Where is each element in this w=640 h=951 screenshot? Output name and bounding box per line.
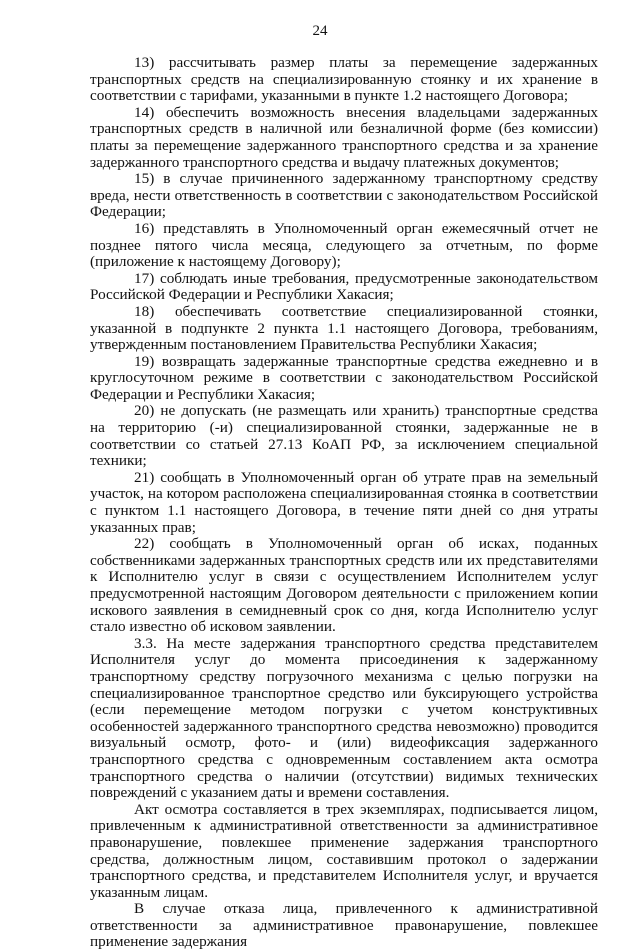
paragraph-item-18: 18) обеспечивать соответствие специализированной стоянки, указанной в подпункте 2 пункта 1.1 настоящего Договора, требованиям, утвержденным постановлением Правительства Республики Хакасия;: [90, 302, 598, 354]
paragraph-item-22: 22) сообщать в Уполномоченный орган об исках, поданных собственниками задержанных транспортных средств или их представителями к Исполнителю услуг в связи с осуществлением Исполнителем услуг предусмотренной настоящим Договором деятельности с приложением копии искового заявления в семидневный срок со дня, когда Исполнителю услуг стало известно об исковом заявлении.: [90, 535, 598, 636]
paragraph-item-17: 17) соблюдать иные требования, предусмотренные законодательством Российской Федерации и Республики Хакасия;: [90, 269, 598, 304]
paragraph-item-14: 14) обеспечить возможность внесения владельцами задержанных транспортных средств в наличной или безналичной форме (без комиссии) платы за перемещение задержанного транспортного средства и за хранение задержанного транспортного средства и выдачу платежных документов;: [90, 103, 598, 171]
paragraph-item-19: 19) возвращать задержанные транспортные средства ежедневно и в круглосуточном режиме в соответствии с законодательством Российской Федерации и Республики Хакасия;: [90, 352, 598, 403]
page-number: 24: [312, 23, 328, 39]
paragraph-item-13: 13) рассчитывать размер платы за перемещение задержанных транспортных средств на специализированную стоянку и их хранение в соответствии с тарифами, указанными в пункте 1.2 настоящего Договора;: [90, 54, 598, 105]
paragraph-item-15: 15) в случае причиненного задержанному транспортному средству вреда, нести ответственность в соответствии с законодательством Российской Федерации;: [90, 170, 598, 221]
paragraph-inspection-act: Акт осмотра составляется в трех экземплярах, подписывается лицом, привлеченным к административной ответственности за административное правонарушение, повлекшее применение задержания транспортного средства, должностным лицом, составившим протокол о задержании транспортного средства, и представителем Исполнителя услуг, и вручается указанным лицам.: [90, 800, 598, 901]
paragraph-item-20: 20) не допускать (не размещать или хранить) транспортные средства на территорию (-и) специализированной стоянки, задержанные не в соответствии со статьей 27.13 КоАП РФ, за исключением специальной техники;: [90, 402, 598, 470]
paragraph-refusal-case: В случае отказа лица, привлеченного к административной ответственности за административное правонарушение, повлекшее применение задержания: [90, 900, 598, 951]
document-body: [90, 55, 598, 951]
paragraph-item-16: 16) представлять в Уполномоченный орган ежемесячный отчет не позднее пятого числа месяца, следующего за отчетным, по форме (приложение к настоящему Договору);: [90, 219, 598, 271]
paragraph-clause-3-3: 3.3. На месте задержания транспортного средства представителем Исполнителя услуг до момента присоединения к задержанному транспортному средству погрузочного механизма с целью погрузки на специализированное транспортное средство или буксирующего устройства (если перемещение методом погрузки с учетом конструктивных особенностей задержанного транспортного средства невозможно) проводится визуальный осмотр, фото- и (или) видеофиксация задержанного транспортного средства с одновременным составлением акта осмотра транспортного средства о наличии (отсутствии) видимых технических повреждений с указанием даты и времени составления.: [90, 634, 598, 802]
paragraph-item-21: 21) сообщать в Уполномоченный орган об утрате прав на земельный участок, на котором расположена специализированная стоянка в соответствии с пунктом 1.1 настоящего Договора, в течение пяти дней со дня утраты указанных прав;: [90, 468, 598, 536]
